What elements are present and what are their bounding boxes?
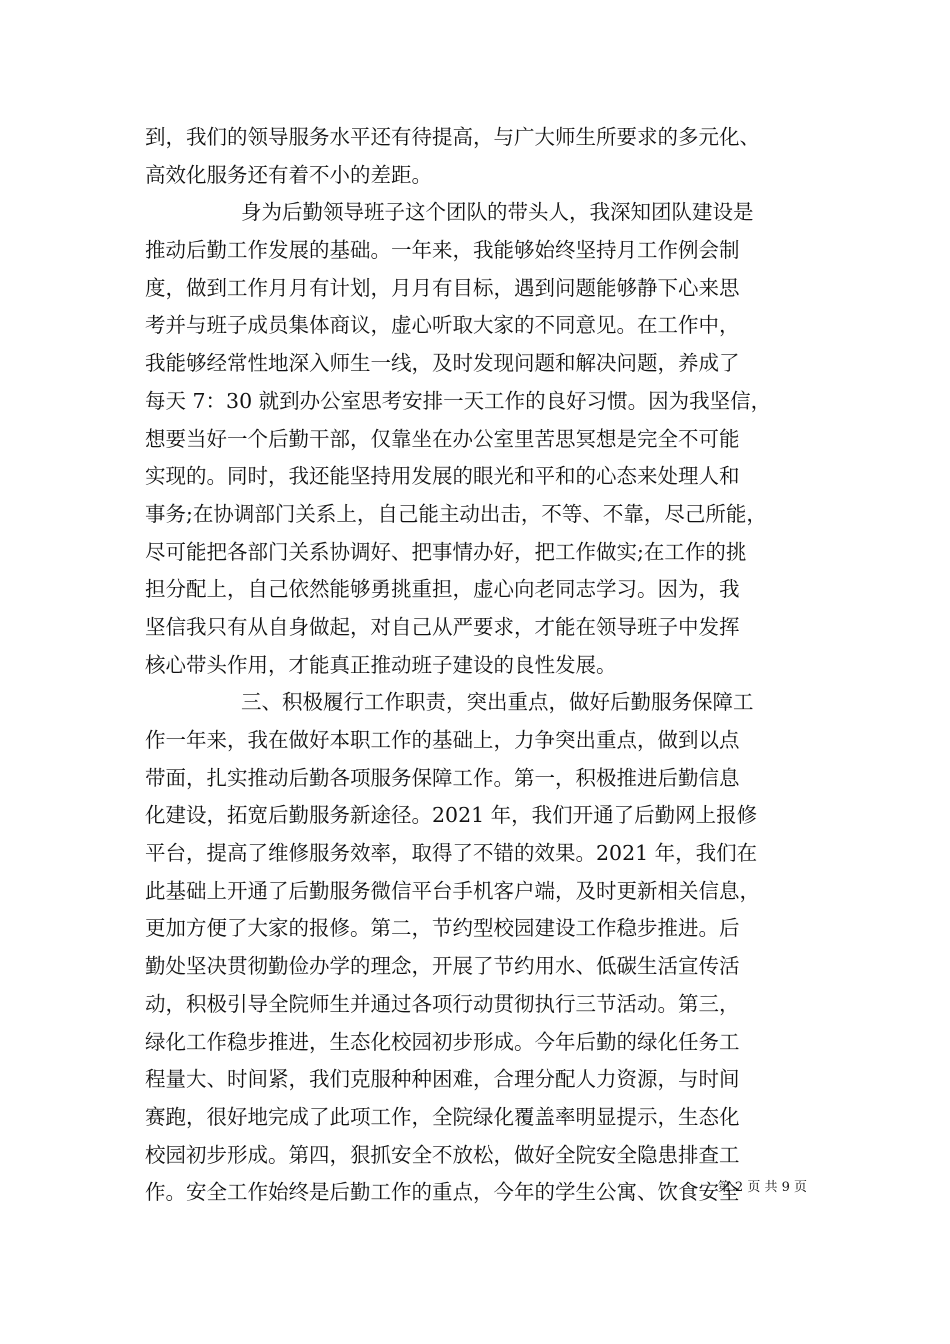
text-line: 想要当好一个后勤干部，仅靠坐在办公室里苦思冥想是完全不可能 <box>145 426 740 451</box>
text-line: 作。安全工作始终是后勤工作的重点，今年的学生公寓、饮食安全 <box>145 1180 740 1205</box>
text-line: 平台，提高了维修服务效率，取得了不错的效果。2021 年，我们在 <box>145 841 758 866</box>
text-line: 实现的。同时，我还能坚持用发展的眼光和平和的心态来处理人和 <box>145 464 740 489</box>
page-number-footer: 第 2 页 共 9 页 <box>717 1180 807 1195</box>
body-text <box>145 119 835 1212</box>
text-line: 赛跑，很好地完成了此项工作，全院绿化覆盖率明显提示，生态化 <box>145 1104 740 1129</box>
paragraph-start-line: 身为后勤领导班子这个团队的带头人，我深知团队建设是 <box>241 200 754 225</box>
text-line: 化建设，拓宽后勤服务新途径。2021 年，我们开通了后勤网上报修 <box>145 803 758 828</box>
text-line: 度，做到工作月月有计划，月月有目标，遇到问题能够静下心来思 <box>145 275 740 300</box>
text-line: 坚信我只有从自身做起，对自己从严要求，才能在领导班子中发挥 <box>145 614 740 639</box>
text-line: 我能够经常性地深入师生一线，及时发现问题和解决问题，养成了 <box>145 351 740 376</box>
text-line: 更加方便了大家的报修。第二，节约型校园建设工作稳步推进。后 <box>145 916 740 941</box>
text-line: 带面，扎实推动后勤各项服务保障工作。第一，积极推进后勤信息 <box>145 765 740 790</box>
section-heading-line: 三、积极履行工作职责，突出重点，做好后勤服务保障工 <box>241 690 754 715</box>
text-line: 此基础上开通了后勤服务微信平台手机客户端，及时更新相关信息， <box>145 878 760 903</box>
text-line: 担分配上，自己依然能够勇挑重担，虚心向老同志学习。因为，我 <box>145 577 740 602</box>
text-line: 勤处坚决贯彻勤俭办学的理念，开展了节约用水、低碳生活宣传活 <box>145 954 740 979</box>
text-line: 推动后勤工作发展的基础。一年来，我能够始终坚持月工作例会制 <box>145 238 740 263</box>
text-line: 事务;在协调部门关系上，自己能主动出击，不等、不靠，尽己所能， <box>145 501 767 526</box>
text-line: 到，我们的领导服务水平还有待提高，与广大师生所要求的多元化、 <box>145 125 760 149</box>
text-line: 程量大、时间紧，我们克服种种困难，合理分配人力资源，与时间 <box>145 1067 740 1092</box>
text-line: 作一年来，我在做好本职工作的基础上，力争突出重点，做到以点 <box>145 728 740 752</box>
text-line: 尽可能把各部门关系协调好、把事情办好，把工作做实;在工作的挑 <box>145 539 747 564</box>
text-line: 每天 7：30 就到办公室思考安排一天工作的良好习惯。因为我坚信， <box>145 388 772 413</box>
text-line: 考并与班子成员集体商议，虚心听取大家的不同意见。在工作中， <box>145 313 740 338</box>
text-line: 校园初步形成。第四，狠抓安全不放松，做好全院安全隐患排查工 <box>145 1142 740 1167</box>
text-line: 绿化工作稳步推进，生态化校园初步形成。今年后勤的绿化任务工 <box>145 1029 740 1054</box>
text-line: 核心带头作用，才能真正推动班子建设的良性发展。 <box>145 652 617 677</box>
text-line: 动，积极引导全院师生并通过各项行动贯彻执行三节活动。第三， <box>145 991 740 1016</box>
text-line: 高效化服务还有着不小的差距。 <box>145 162 432 187</box>
